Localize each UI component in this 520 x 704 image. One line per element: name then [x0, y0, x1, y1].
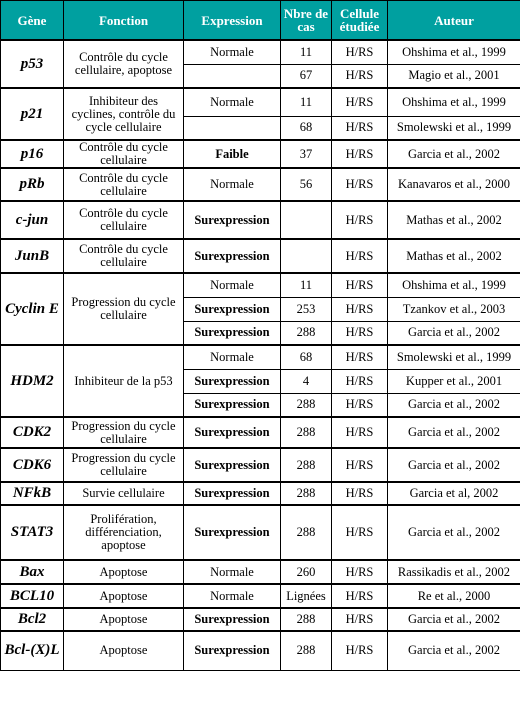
table-row: [1, 273, 520, 297]
table-row: [1, 201, 520, 239]
author-citation: Kanavaros et al., 2000: [388, 168, 520, 201]
table-row: [1, 584, 520, 608]
case-count: [281, 239, 332, 273]
case-count: 288: [281, 417, 332, 448]
table-row: [1, 345, 520, 369]
expression-value: Surexpression: [184, 297, 281, 321]
case-count: 11: [281, 273, 332, 297]
cell-type: H/RS: [332, 321, 388, 345]
gene-name: Cyclin E: [1, 273, 64, 345]
cell-type: H/RS: [332, 40, 388, 64]
case-count: 37: [281, 140, 332, 168]
gene-name: NFkB: [1, 482, 64, 505]
expression-value: Surexpression: [184, 448, 281, 482]
case-count: Lignées: [281, 584, 332, 608]
expression-value: Normale: [184, 88, 281, 116]
expression-value: Normale: [184, 560, 281, 584]
gene-function: Progression du cycle cellulaire: [64, 448, 184, 482]
gene-function: Contrôle du cycle cellulaire: [64, 239, 184, 273]
cell-type: H/RS: [332, 116, 388, 140]
gene-function: Apoptose: [64, 584, 184, 608]
cell-type: H/RS: [332, 584, 388, 608]
cell-type: H/RS: [332, 417, 388, 448]
case-count: 288: [281, 393, 332, 417]
gene-function: Survie cellulaire: [64, 482, 184, 505]
gene-function: Contrôle du cycle cellulaire: [64, 168, 184, 201]
gene-name: pRb: [1, 168, 64, 201]
author-citation: Garcia et al., 2002: [388, 393, 520, 417]
expression-value: Surexpression: [184, 321, 281, 345]
gene-function: Contrôle du cycle cellulaire: [64, 140, 184, 168]
gene-name: CDK2: [1, 417, 64, 448]
gene-name: p53: [1, 40, 64, 88]
gene-name: p16: [1, 140, 64, 168]
gene-name: Bcl2: [1, 608, 64, 631]
table-row: [1, 140, 520, 168]
cell-type: H/RS: [332, 482, 388, 505]
gene-function: Progression du cycle cellulaire: [64, 417, 184, 448]
gene-name: Bax: [1, 560, 64, 584]
cell-type: H/RS: [332, 631, 388, 670]
table-header-row: [1, 1, 520, 41]
gene-function: Apoptose: [64, 631, 184, 670]
author-citation: Garcia et al., 2002: [388, 608, 520, 631]
case-count: [281, 201, 332, 239]
case-count: 4: [281, 369, 332, 393]
expression-value: Normale: [184, 584, 281, 608]
author-citation: Garcia et al., 2002: [388, 631, 520, 670]
header-expression: Expression: [184, 1, 281, 41]
header-function: Fonction: [64, 1, 184, 41]
expression-value: Surexpression: [184, 239, 281, 273]
author-citation: Garcia et al., 2002: [388, 321, 520, 345]
expression-value: Surexpression: [184, 393, 281, 417]
author-citation: Ohshima et al., 1999: [388, 88, 520, 116]
expression-value: Faible: [184, 140, 281, 168]
cell-type: H/RS: [332, 64, 388, 88]
gene-name: STAT3: [1, 505, 64, 560]
gene-name: p21: [1, 88, 64, 140]
gene-name: c-jun: [1, 201, 64, 239]
case-count: 68: [281, 116, 332, 140]
case-count: 288: [281, 505, 332, 560]
gene-name: JunB: [1, 239, 64, 273]
table-row: [1, 88, 520, 116]
cell-type: H/RS: [332, 393, 388, 417]
header-gene: Gène: [1, 1, 64, 41]
cell-type: H/RS: [332, 448, 388, 482]
cell-type: H/RS: [332, 239, 388, 273]
author-citation: Rassikadis et al., 2002: [388, 560, 520, 584]
author-citation: Smolewski et al., 1999: [388, 116, 520, 140]
cell-type: H/RS: [332, 201, 388, 239]
header-cell-studied: Cellule étudiée: [332, 1, 388, 41]
gene-name: BCL10: [1, 584, 64, 608]
gene-name: HDM2: [1, 345, 64, 417]
cell-type: H/RS: [332, 273, 388, 297]
gene-function: Inhibiteur de la p53: [64, 345, 184, 417]
table-row: [1, 631, 520, 670]
table-row: [1, 168, 520, 201]
author-citation: Garcia et al, 2002: [388, 482, 520, 505]
table-row: [1, 40, 520, 64]
author-citation: Kupper et al., 2001: [388, 369, 520, 393]
case-count: 288: [281, 631, 332, 670]
case-count: 288: [281, 321, 332, 345]
expression-value: Normale: [184, 168, 281, 201]
expression-value: [184, 116, 281, 140]
case-count: 11: [281, 88, 332, 116]
header-case-count: Nbre de cas: [281, 1, 332, 41]
expression-value: Surexpression: [184, 631, 281, 670]
expression-value: [184, 64, 281, 88]
table-row: [1, 505, 520, 560]
author-citation: Ohshima et al., 1999: [388, 273, 520, 297]
expression-value: Surexpression: [184, 505, 281, 560]
cell-type: H/RS: [332, 297, 388, 321]
gene-function: Apoptose: [64, 560, 184, 584]
expression-value: Surexpression: [184, 369, 281, 393]
cell-type: H/RS: [332, 140, 388, 168]
cell-type: H/RS: [332, 88, 388, 116]
author-citation: Garcia et al., 2002: [388, 140, 520, 168]
author-citation: Mathas et al., 2002: [388, 239, 520, 273]
gene-name: CDK6: [1, 448, 64, 482]
expression-value: Surexpression: [184, 608, 281, 631]
table-row: [1, 608, 520, 631]
case-count: 288: [281, 608, 332, 631]
author-citation: Garcia et al., 2002: [388, 417, 520, 448]
gene-name: Bcl-(X)L: [1, 631, 64, 670]
author-citation: Smolewski et al., 1999: [388, 345, 520, 369]
expression-value: Surexpression: [184, 482, 281, 505]
gene-function: Prolifération, différenciation, apoptose: [64, 505, 184, 560]
author-citation: Magio et al., 2001: [388, 64, 520, 88]
author-citation: Garcia et al., 2002: [388, 505, 520, 560]
header-author: Auteur: [388, 1, 520, 41]
expression-value: Normale: [184, 345, 281, 369]
author-citation: Tzankov et al., 2003: [388, 297, 520, 321]
case-count: 260: [281, 560, 332, 584]
gene-function: Contrôle du cycle cellulaire: [64, 201, 184, 239]
table-row: [1, 239, 520, 273]
author-citation: Mathas et al., 2002: [388, 201, 520, 239]
case-count: 288: [281, 482, 332, 505]
gene-function: Contrôle du cycle cellulaire, apoptose: [64, 40, 184, 88]
gene-function: Progression du cycle cellulaire: [64, 273, 184, 345]
case-count: 288: [281, 448, 332, 482]
table-row: [1, 482, 520, 505]
table-row: [1, 417, 520, 448]
table-body: [1, 40, 520, 670]
case-count: 67: [281, 64, 332, 88]
expression-value: Normale: [184, 273, 281, 297]
cell-type: H/RS: [332, 369, 388, 393]
author-citation: Re et al., 2000: [388, 584, 520, 608]
cell-type: H/RS: [332, 560, 388, 584]
gene-function: Inhibiteur des cyclines, contrôle du cycle cellulaire: [64, 88, 184, 140]
cell-type: H/RS: [332, 505, 388, 560]
case-count: 56: [281, 168, 332, 201]
expression-value: Normale: [184, 40, 281, 64]
case-count: 68: [281, 345, 332, 369]
author-citation: Garcia et al., 2002: [388, 448, 520, 482]
cell-type: H/RS: [332, 608, 388, 631]
case-count: 11: [281, 40, 332, 64]
expression-value: Surexpression: [184, 417, 281, 448]
table-row: [1, 448, 520, 482]
case-count: 253: [281, 297, 332, 321]
cell-type: H/RS: [332, 345, 388, 369]
expression-value: Surexpression: [184, 201, 281, 239]
author-citation: Ohshima et al., 1999: [388, 40, 520, 64]
gene-function: Apoptose: [64, 608, 184, 631]
cell-type: H/RS: [332, 168, 388, 201]
table-row: [1, 560, 520, 584]
